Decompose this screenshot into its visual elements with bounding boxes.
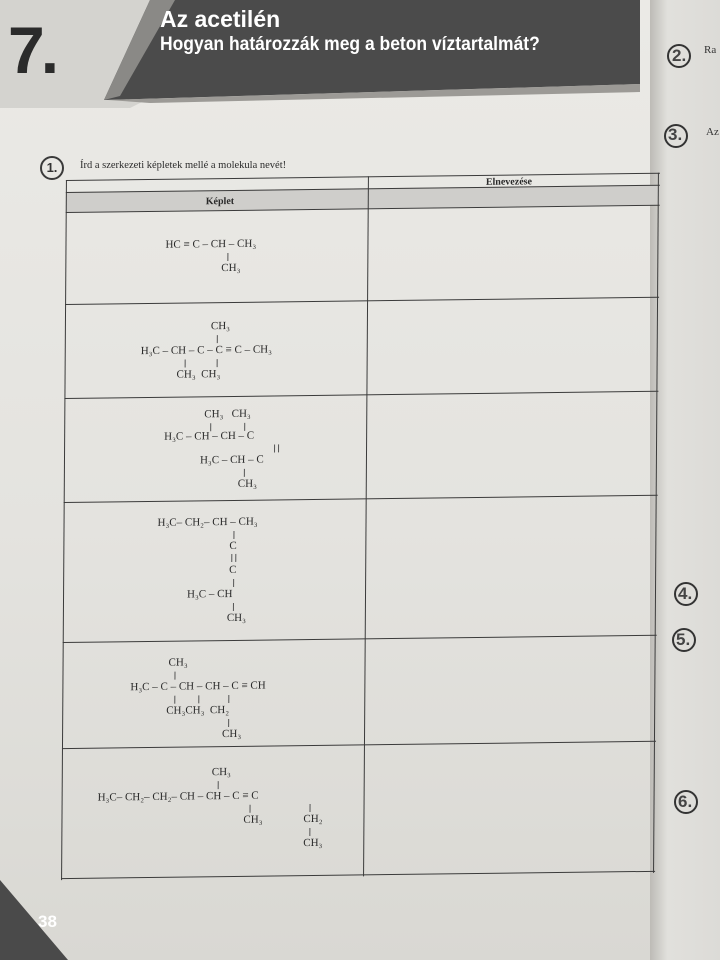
bond-line xyxy=(228,695,229,703)
side-task-number: 2. xyxy=(672,46,687,65)
bond-line xyxy=(309,828,310,836)
bond-line xyxy=(310,804,311,812)
answer-cell[interactable] xyxy=(371,209,654,296)
column-header-formula: Képlet xyxy=(205,195,235,208)
formula-line: C xyxy=(229,563,237,577)
formula-line: H₃C – CH – CH – C xyxy=(164,429,255,443)
chapter-title: Az acetilén xyxy=(160,6,281,32)
chapter-subtitle: Hogyan határozzák meg a beton víztartalmát? xyxy=(160,34,540,55)
side-task-text: Ra xyxy=(704,44,717,56)
bond-line xyxy=(217,359,218,367)
bond-line xyxy=(227,253,228,261)
answer-cell[interactable] xyxy=(370,301,653,390)
side-task-text: Az xyxy=(706,126,719,138)
formula-line: CH₃ xyxy=(168,656,188,669)
bond-line xyxy=(233,531,234,539)
formula-line: C xyxy=(229,539,237,553)
bond-line xyxy=(218,781,219,789)
bond-line xyxy=(198,695,199,703)
answer-cell[interactable] xyxy=(368,639,651,740)
formula-line: H₃C– CH₂– CH – CH₃ xyxy=(157,515,258,529)
formula-line: CH₃ CH₃ xyxy=(204,407,251,421)
formula-line: CH₃ xyxy=(221,261,241,275)
column-header-name: Elnevezése xyxy=(485,176,533,188)
bond-line xyxy=(233,579,234,587)
formula-line: H₃C – CH – C xyxy=(199,453,264,467)
formula-line: CH₃ xyxy=(211,765,231,779)
formula-line: CH₂ xyxy=(303,812,323,826)
side-task-number: 4. xyxy=(678,584,693,603)
formula-line: H₃C – CH – C – C ≡ C – CH₃ xyxy=(140,343,273,358)
triple-bond xyxy=(231,554,236,562)
formula-line: CH₃ xyxy=(226,611,247,625)
task-instruction: Írd a szerkezeti képletek mellé a molekula nevét! xyxy=(80,160,287,171)
bond-line xyxy=(174,672,175,680)
page-number: 38 xyxy=(38,912,57,931)
formula-line: H₃C – C – CH – CH – C ≡ CH xyxy=(130,679,266,694)
side-task-number: 3. xyxy=(668,125,683,144)
bond-line xyxy=(228,719,229,727)
formula-line: H₃C – CH xyxy=(186,587,233,601)
bond-line xyxy=(185,360,186,368)
answer-cell[interactable] xyxy=(370,395,653,494)
formula-line: CH₃ xyxy=(243,813,263,826)
formula-line: CH₃ xyxy=(237,477,257,490)
formula-line: HC ≡ C – CH – CH₃ xyxy=(165,237,257,251)
answer-cell[interactable] xyxy=(367,745,650,870)
bond-line xyxy=(233,603,234,611)
formula-line: H₃C– CH₂– CH₂– CH – CH – C ≡ C xyxy=(97,789,259,804)
formula-table xyxy=(61,165,660,882)
formula-line: CH₃ xyxy=(303,836,323,850)
side-task-number: 5. xyxy=(676,630,691,649)
divider xyxy=(66,173,660,182)
triple-bond xyxy=(274,444,279,452)
bond-line xyxy=(174,696,175,704)
bond-line xyxy=(250,805,251,813)
formula-line: CH₃ xyxy=(210,319,231,333)
side-task-number: 6. xyxy=(678,792,693,811)
bond-line xyxy=(244,469,245,477)
task-number: 1. xyxy=(40,156,64,180)
formula-line: CH₃CH₃ CH₂ xyxy=(166,704,230,717)
bond-line xyxy=(217,335,218,343)
facing-page xyxy=(650,0,720,960)
formula-line: CH₃ CH₃ xyxy=(176,368,221,381)
chapter-number: 7. xyxy=(8,13,56,87)
formula-line: CH₃ xyxy=(222,727,242,741)
answer-cell[interactable] xyxy=(369,499,652,634)
